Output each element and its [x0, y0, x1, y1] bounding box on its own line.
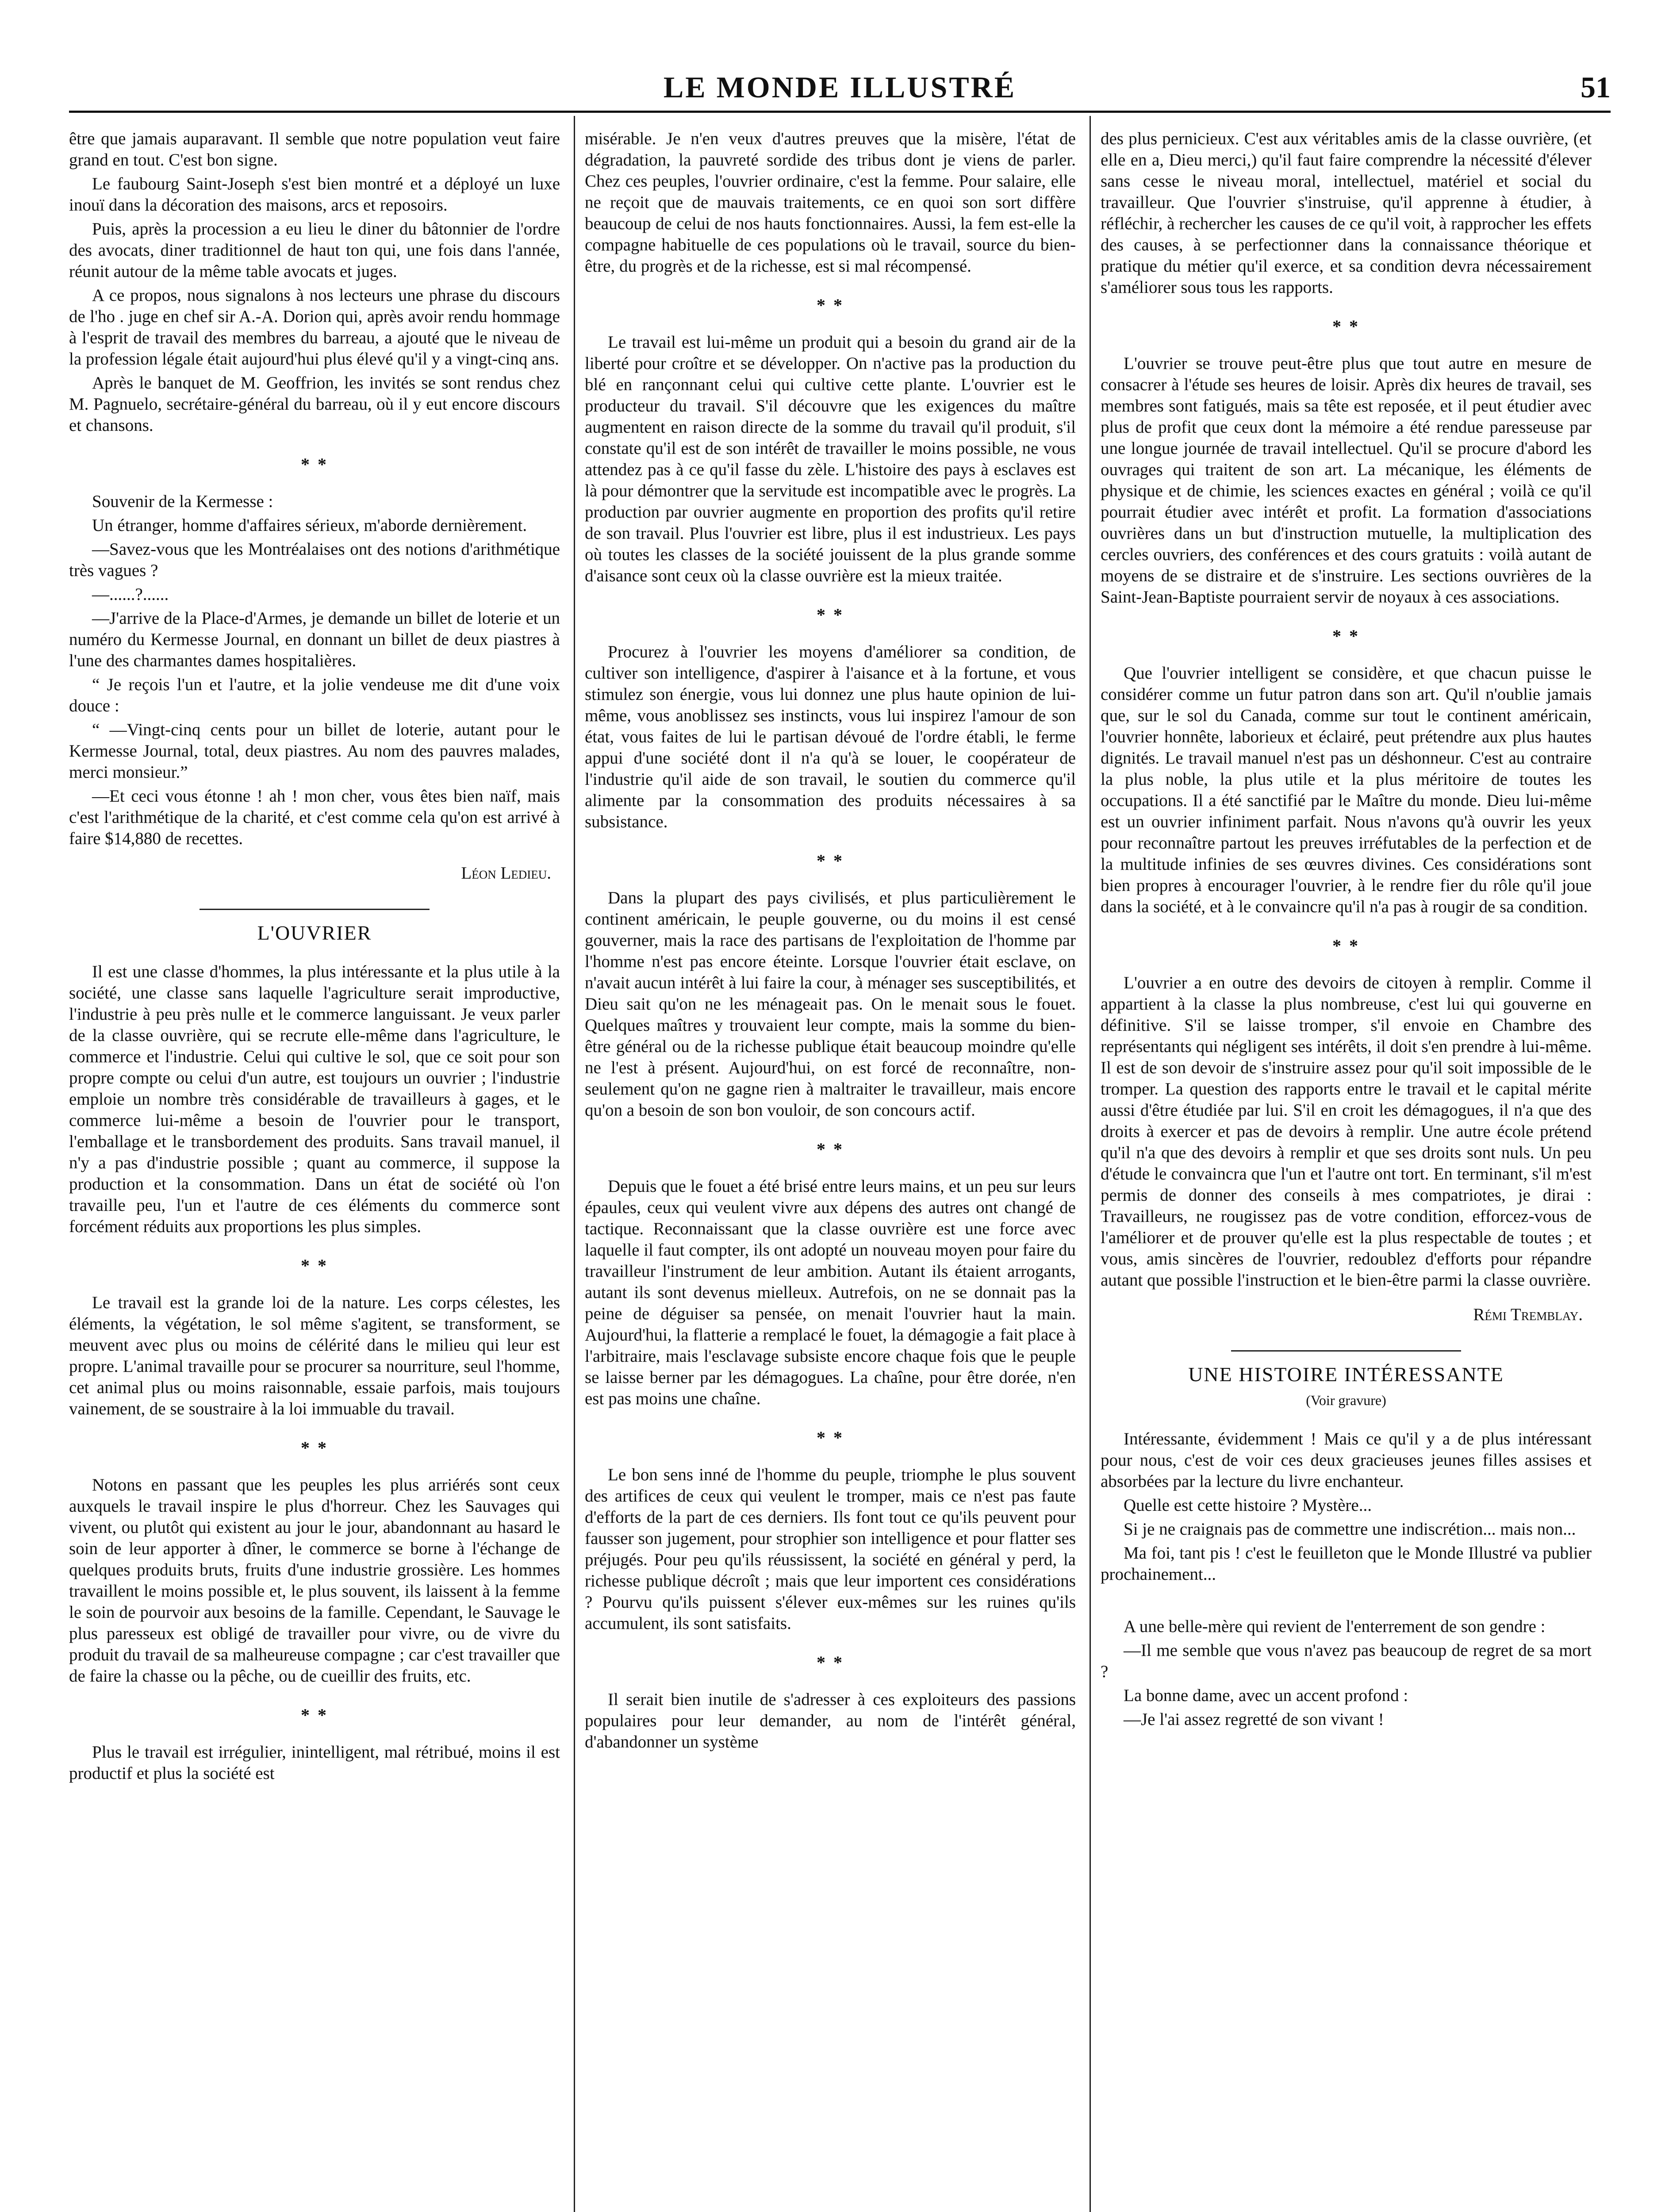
column-1: [69, 128, 560, 1787]
paragraph: —Je l'ai assez regretté de son vivant !: [1124, 1710, 1384, 1729]
paragraph: Si je ne craignais pas de commettre une indiscrétion... mais non...: [1124, 1520, 1576, 1539]
section-separator: * *: [817, 851, 844, 871]
paragraph: Que l'ouvrier intelligent se considère, et que chacun puisse le considérer comme un futur patron dans son art. Qu'il n'oublie jamais que, sur le sol du Canada, comme sur tout le continent américain, l'ouvrier honnête, laborieux et éclairé, peut prétendre aux plus hautes dignités. Le travail manuel n'est pas un déshonneur. C'est au contraire la plus noble, la plus utile et la plus méritoire de toutes les occupations. Il a été sanctifié par le Maître du monde. Dieu lui-même est un ouvrier infiniment parfait. Nous n'avons qu'à ouvrir les yeux pour reconnaître partout les preuves irréfutables de la perfection et de la multitude infinies de ses œuvres divines. Ces considérations sont bien propres à encourager l'ouvrier, à le rendre fier du rôle qu'il joue dans la société, et à le convaincre qu'il n'a pas à rougir de sa condition.: [1101, 664, 1592, 916]
article-divider: [200, 909, 430, 910]
column-divider: [574, 116, 575, 2212]
paragraph: Le bon sens inné de l'homme du peuple, triomphe le plus souvent des artifices de ceux qui veulent le tromper, mais ce n'est pas faute d'efforts de la part de ces derniers. Ils font tout ce qu'ils peuvent pour fausser son jugement, pour strophier son intelligence et pour flatter ses préjugés. Pour peu qu'ils réussissent, la société en général y perd, la richesse publique décroît ; mais que leur importent ces considérations ? Pourvu qu'ils puissent s'élever eux-mêmes sur les ruines qu'ils accumulent, ils sont satisfaits.: [585, 1465, 1076, 1633]
paragraph: “ Je reçois l'un et l'autre, et la jolie vendeuse me dit d'une voix douce :: [69, 675, 560, 715]
paragraph: Notons en passant que les peuples les plus arriérés sont ceux auxquels le travail inspire le plus d'horreur. Chez les Sauvages qui vivent, ou plutôt qui existent au jour le jour, abandonnant au hasard le soin de leur apporter à dîner, le commerce se borne à l'échange de quelques produits bruts, fruits d'une industrie grossière. Les hommes travaillent le moins possible et, le plus souvent, ils laissent à la femme le soin de pourvoir aux besoins de la famille. Cependant, le Sauvage le plus paresseux est obligé de travailler pour vivre, ou de vivre du produit du travail de sa malheureuse compagne ; car c'est travailler que de faire la chasse ou la pêche, ou de cueillir des fruits, etc.: [69, 1475, 560, 1686]
paragraph: Plus le travail est irrégulier, inintelligent, mal rétribué, moins il est productif et plus la société est: [69, 1743, 560, 1783]
newspaper-title: LE MONDE ILLUSTRÉ: [663, 70, 1017, 104]
section-separator: * *: [817, 1652, 844, 1672]
paragraph: misérable. Je n'en veux d'autres preuves que la misère, l'état de dégradation, la pauvreté sordide des tribus dont je viens de parler. Chez ces peuples, l'ouvrier ordinaire, c'est la femme. Pour salaire, elle ne reçoit que de mauvais traitements, ce en quoi son sort diffère beaucoup de celui de nos hauts fonctionnaires. Aussi, la fem est-elle la compagne habituelle de ces populations où le travail, source du bien-être, du progrès et de la richesse, est si mal récompensé.: [585, 129, 1076, 276]
paragraph: Le faubourg Saint-Joseph s'est bien montré et a déployé un luxe inouï dans la décoration des maisons, arcs et reposoirs.: [69, 174, 560, 215]
paragraph: Il est une classe d'hommes, la plus intéressante et la plus utile à la société, une classe sans laquelle l'agriculture serait improductive, l'industrie à peu près nulle et le commerce languissant. Je veux parler de la classe ouvrière, qui se recrute elle-même dans l'agriculture, le commerce et l'industrie. Celui qui cultive le sol, que ce soit pour son propre compte ou celui d'un autre, est toujours un ouvrier ; l'industrie emploie un nombre très considérable de travailleurs à gages, et le commerce lui-même a besoin de l'ouvrier pour le transport, l'emballage et le transbordement des produits. Sans travail manuel, il n'y a pas d'industrie possible ; quant au commerce, il suppose la production et la consommation. Dans un état de société où l'on travaille peu, l'un et l'autre de ces éléments du commerce sont forcément réduits aux proportions les plus simples.: [69, 962, 560, 1236]
paragraph: être que jamais auparavant. Il semble que notre population veut faire grand en tout. C'est bon signe.: [69, 129, 560, 169]
paragraph: “ —Vingt-cinq cents pour un billet de loterie, autant pour le Kermesse Journal, total, deux piastres. Au nom des pauvres malades, merci monsieur.”: [69, 720, 560, 782]
header-rule: [69, 111, 1611, 113]
paragraph: Souvenir de la Kermesse :: [92, 492, 273, 511]
section-separator: * *: [1332, 936, 1360, 956]
paragraph: Depuis que le fouet a été brisé entre leurs mains, et un peu sur leurs épaules, ceux qui veulent vivre aux dépens des autres ont changé de tactique. Reconnaissant que la classe ouvrière est une force avec laquelle il faut compter, ils ont adopté un nouveau moyen pour faire du travailleur l'instrument de leur ambition. Autant ils étaient arrogants, autant ils sont devenus mielleux. Autrefois, on ne se donnait pas la peine de déguiser sa pensée, on menait l'ouvrier haut la main. Aujourd'hui, la flatterie a remplacé le fouet, la démagogie a fait place à l'arbitraire, mais l'esclavage subsiste encore chaque fois que le peuple se laisse berner par les démagogues. La chaîne, pour être dorée, n'en est pas moins une chaîne.: [585, 1177, 1076, 1408]
paragraph: Ma foi, tant pis ! c'est le feuilleton que le Monde Illustré va publier prochainement...: [1101, 1544, 1592, 1584]
column-divider: [1090, 116, 1091, 2212]
section-separator: * *: [1332, 626, 1360, 646]
column-3: [1101, 128, 1592, 1733]
section-separator: * *: [301, 1256, 328, 1275]
section-separator: * *: [1332, 316, 1360, 336]
paragraph: des plus pernicieux. C'est aux véritables amis de la classe ouvrière, (et elle en a, Dieu merci,) qu'il faut faire comprendre la nécessité d'élever sans cesse le niveau moral, intellectuel, matériel et social du travailleur. Que l'ouvrier s'instruise, qu'il apprenne à étudier, à réfléchir, à rechercher les causes de ce qu'il voit, à rapprocher les effets des causes, à se perfectionner dans la connaissance théorique et pratique du métier qu'il exerce, et sa condition devra nécessairement s'améliorer sous tous les rapports.: [1101, 129, 1592, 297]
author-signature: Léon Ledieu.: [461, 864, 551, 883]
section-separator: * *: [301, 454, 328, 474]
paragraph: L'ouvrier se trouve peut-être plus que tout autre en mesure de consacrer à l'étude ses heures de loisir. Après dix heures de travail, ses membres sont fatigués, mais sa tête est reposée, et il peut étudier avec plus de profit que ceux dont la mémoire a été rendue paresseuse par une longue journée de travail intellectuel. Qu'il se procure d'abord les ouvrages qui traitent de son art. La mécanique, les éléments de physique et de chimie, les sciences exactes en général ; voilà ce qu'il pourrait étudier avec intérêt et profit. La formation d'associations ouvrières dans un but d'instruction mutuelle, la multiplication des cercles ouvriers, des conférences et des cours gratuits : voilà autant de moyens de se distraire et de s'instruire. Les sections ouvrières de la Saint-Jean-Baptiste pourraient servir de noyaux à ces associations.: [1101, 354, 1592, 607]
author-signature: Rémi Tremblay.: [1473, 1305, 1583, 1324]
paragraph: —......?......: [92, 585, 169, 604]
section-separator: * *: [817, 1428, 844, 1448]
section-separator: * *: [301, 1438, 328, 1458]
paragraph: La bonne dame, avec un accent profond :: [1124, 1686, 1408, 1705]
paragraph: Dans la plupart des pays civilisés, et plus particulièrement le continent américain, le peuple gouverne, ou du moins il est censé gouverner, mais la race des partisans de l'exploitation de l'homme par l'homme n'est pas encore éteinte. Lorsque l'ouvrier était esclave, on n'avait aucun intérêt à lui faire la cour, à ménager ses susceptibilités, et Dieu sait qu'on ne les ménageait pas. On le menait sous le fouet. Quelques maîtres y trouvaient leur compte, mais la somme du bien-être général ou de la richesse publique était beaucoup moindre qu'elle ne l'est à présent. Aujourd'hui, on est forcé de reconnaître, non-seulement qu'on ne gagne rien à maltraiter le travailleur, mais encore qu'on a besoin de son bon vouloir, de son concours actif.: [585, 888, 1076, 1120]
paragraph: Quelle est cette histoire ? Mystère...: [1124, 1496, 1372, 1515]
article-divider: [1231, 1350, 1461, 1352]
paragraph: A ce propos, nous signalons à nos lecteurs une phrase du discours de l'ho . juge en chef sir A.-A. Dorion qui, après avoir rendu hommage à l'esprit de travail des membres du barreau, a ajouté que le niveau de la profession légale était aujourd'hui plus élevé qu'il y a vingt-cinq ans.: [69, 286, 560, 369]
paragraph: A une belle-mère qui revient de l'enterrement de son gendre :: [1124, 1617, 1546, 1636]
paragraph: Intéressante, évidemment ! Mais ce qu'il y a de plus intéressant pour nous, c'est de voir ces deux gracieuses jeunes filles assises et absorbées par la lecture du livre enchanteur.: [1101, 1429, 1592, 1491]
section-separator: * *: [817, 605, 844, 625]
section-separator: * *: [301, 1705, 328, 1725]
section-separator: * *: [817, 1139, 844, 1159]
paragraph: Un étranger, homme d'affaires sérieux, m'aborde dernièrement.: [92, 516, 527, 535]
paragraph: Procurez à l'ouvrier les moyens d'améliorer sa condition, de cultiver son intelligence, d'aspirer à l'aisance et à la fortune, et vous stimulez son énergie, vous lui donnez une plus haute opinion de lui-même, vous anoblissez ses instincts, vous lui inspirez l'amour de son état, vous faites de lui le partisan dévoué de l'ordre établi, le ferme appui d'une société dont il n'a qu'à se louer, le coopérateur de l'industrie qu'il aide de son travail, le soutien du commerce qu'il alimente par la consommation des produits nécessaires à sa subsistance.: [585, 642, 1076, 831]
paragraph: Le travail est la grande loi de la nature. Les corps célestes, les éléments, la végétation, le sol même s'agitent, se transforment, se meuvent avec plus ou moins de célérité dans le milieu qui leur est propre. L'animal travaille pour se procurer sa nourriture, seul l'homme, cet animal plus ou moins raisonnable, essaie parfois, mais toujours vainement, de se soustraire à la loi immuable du travail.: [69, 1293, 560, 1418]
article-heading: UNE HISTOIRE INTÉRESSANTE: [1188, 1363, 1504, 1386]
paragraph: Il serait bien inutile de s'adresser à ces exploiteurs des passions populaires pour leur demander, au nom de l'intérêt général, d'abandonner un système: [585, 1690, 1076, 1751]
paragraph: —Savez-vous que les Montréalaises ont des notions d'arithmétique très vagues ?: [69, 540, 560, 580]
paragraph: —Et ceci vous étonne ! ah ! mon cher, vous êtes bien naïf, mais c'est l'arithmétique de la charité, et c'est comme cela qu'on est arrivé à faire $14,880 de recettes.: [69, 787, 560, 848]
article-subheading: (Voir gravure): [1306, 1392, 1386, 1408]
paragraph: —Il me semble que vous n'avez pas beaucoup de regret de sa mort ?: [1101, 1641, 1592, 1681]
paragraph: Puis, après la procession a eu lieu le diner du bâtonnier de l'ordre des avocats, diner traditionnel de haut ton qui, une fois dans l'année, réunit autour de la même table avocats et juges.: [69, 219, 560, 281]
section-separator: * *: [817, 295, 844, 315]
masthead: [69, 66, 1611, 111]
column-2: [585, 128, 1076, 1755]
paragraph: Le travail est lui-même un produit qui a besoin du grand air de la liberté pour croître et se développer. On n'active pas la production du blé en rançonnant celui qui cultive cette plante. L'ouvrier est le producteur du travail. S'il découvre que les exigences du maître augmentent en raison directe de la somme du travail qu'il produit, s'il constate qu'il est de son intérêt de travailler le moins possible, ne vous attendez pas à ce qu'il fasse du zèle. L'histoire des pays à esclaves est là pour démontrer que la servitude est incompatible avec le progrès. La production par ouvrier augmente en proportion des profits qu'il retire de son travail. Plus l'ouvrier est libre, plus il est industrieux. Les pays où toutes les classes de la société jouissent de la plus grande somme d'aisance sont ceux où la classe ouvrière est la mieux traitée.: [585, 333, 1076, 585]
paragraph: L'ouvrier a en outre des devoirs de citoyen à remplir. Comme il appartient à la classe la plus nombreuse, c'est lui qui gouverne en définitive. S'il se laisse tromper, s'il envoie en Chambre des représentants qui négligent ses intérêts, il doit s'en prendre à lui-même. Il est de son devoir de s'instruire assez pour qu'il soit impossible de le tromper. La question des rapports entre le travail et le capital mérite aussi d'être étudiée par lui. S'il en croit les démagogues, il n'a que des droits à exercer et pas de devoirs à remplir. Une autre école prétend qu'il n'a que des devoirs à remplir et que ses droits sont nuls. Un peu d'étude le convaincra que l'un et l'autre ont tort. En terminant, s'il m'est permis de donner des conseils à mes compatriotes, je dirai : Travailleurs, ne rougissez pas de votre condition, efforcez-vous de l'améliorer et de prouver qu'elle est la plus respectable de toutes ; et vous, amis sincères de l'ouvrier, redoublez d'efforts pour répandre autant que possible l'instruction et le bien-être parmi la classe ouvrière.: [1101, 973, 1592, 1290]
page-number: 51: [1581, 70, 1611, 104]
paragraph: —J'arrive de la Place-d'Armes, je demande un billet de loterie et un numéro du Kermesse Journal, en donnant un billet de deux piastres à l'une des charmantes dames hospitalières.: [69, 609, 560, 670]
article-heading: L'OUVRIER: [257, 922, 372, 944]
paragraph: Après le banquet de M. Geoffrion, les invités se sont rendus chez M. Pagnuelo, secrétaire-général du barreau, où il y eut encore discours et chansons.: [69, 373, 560, 435]
